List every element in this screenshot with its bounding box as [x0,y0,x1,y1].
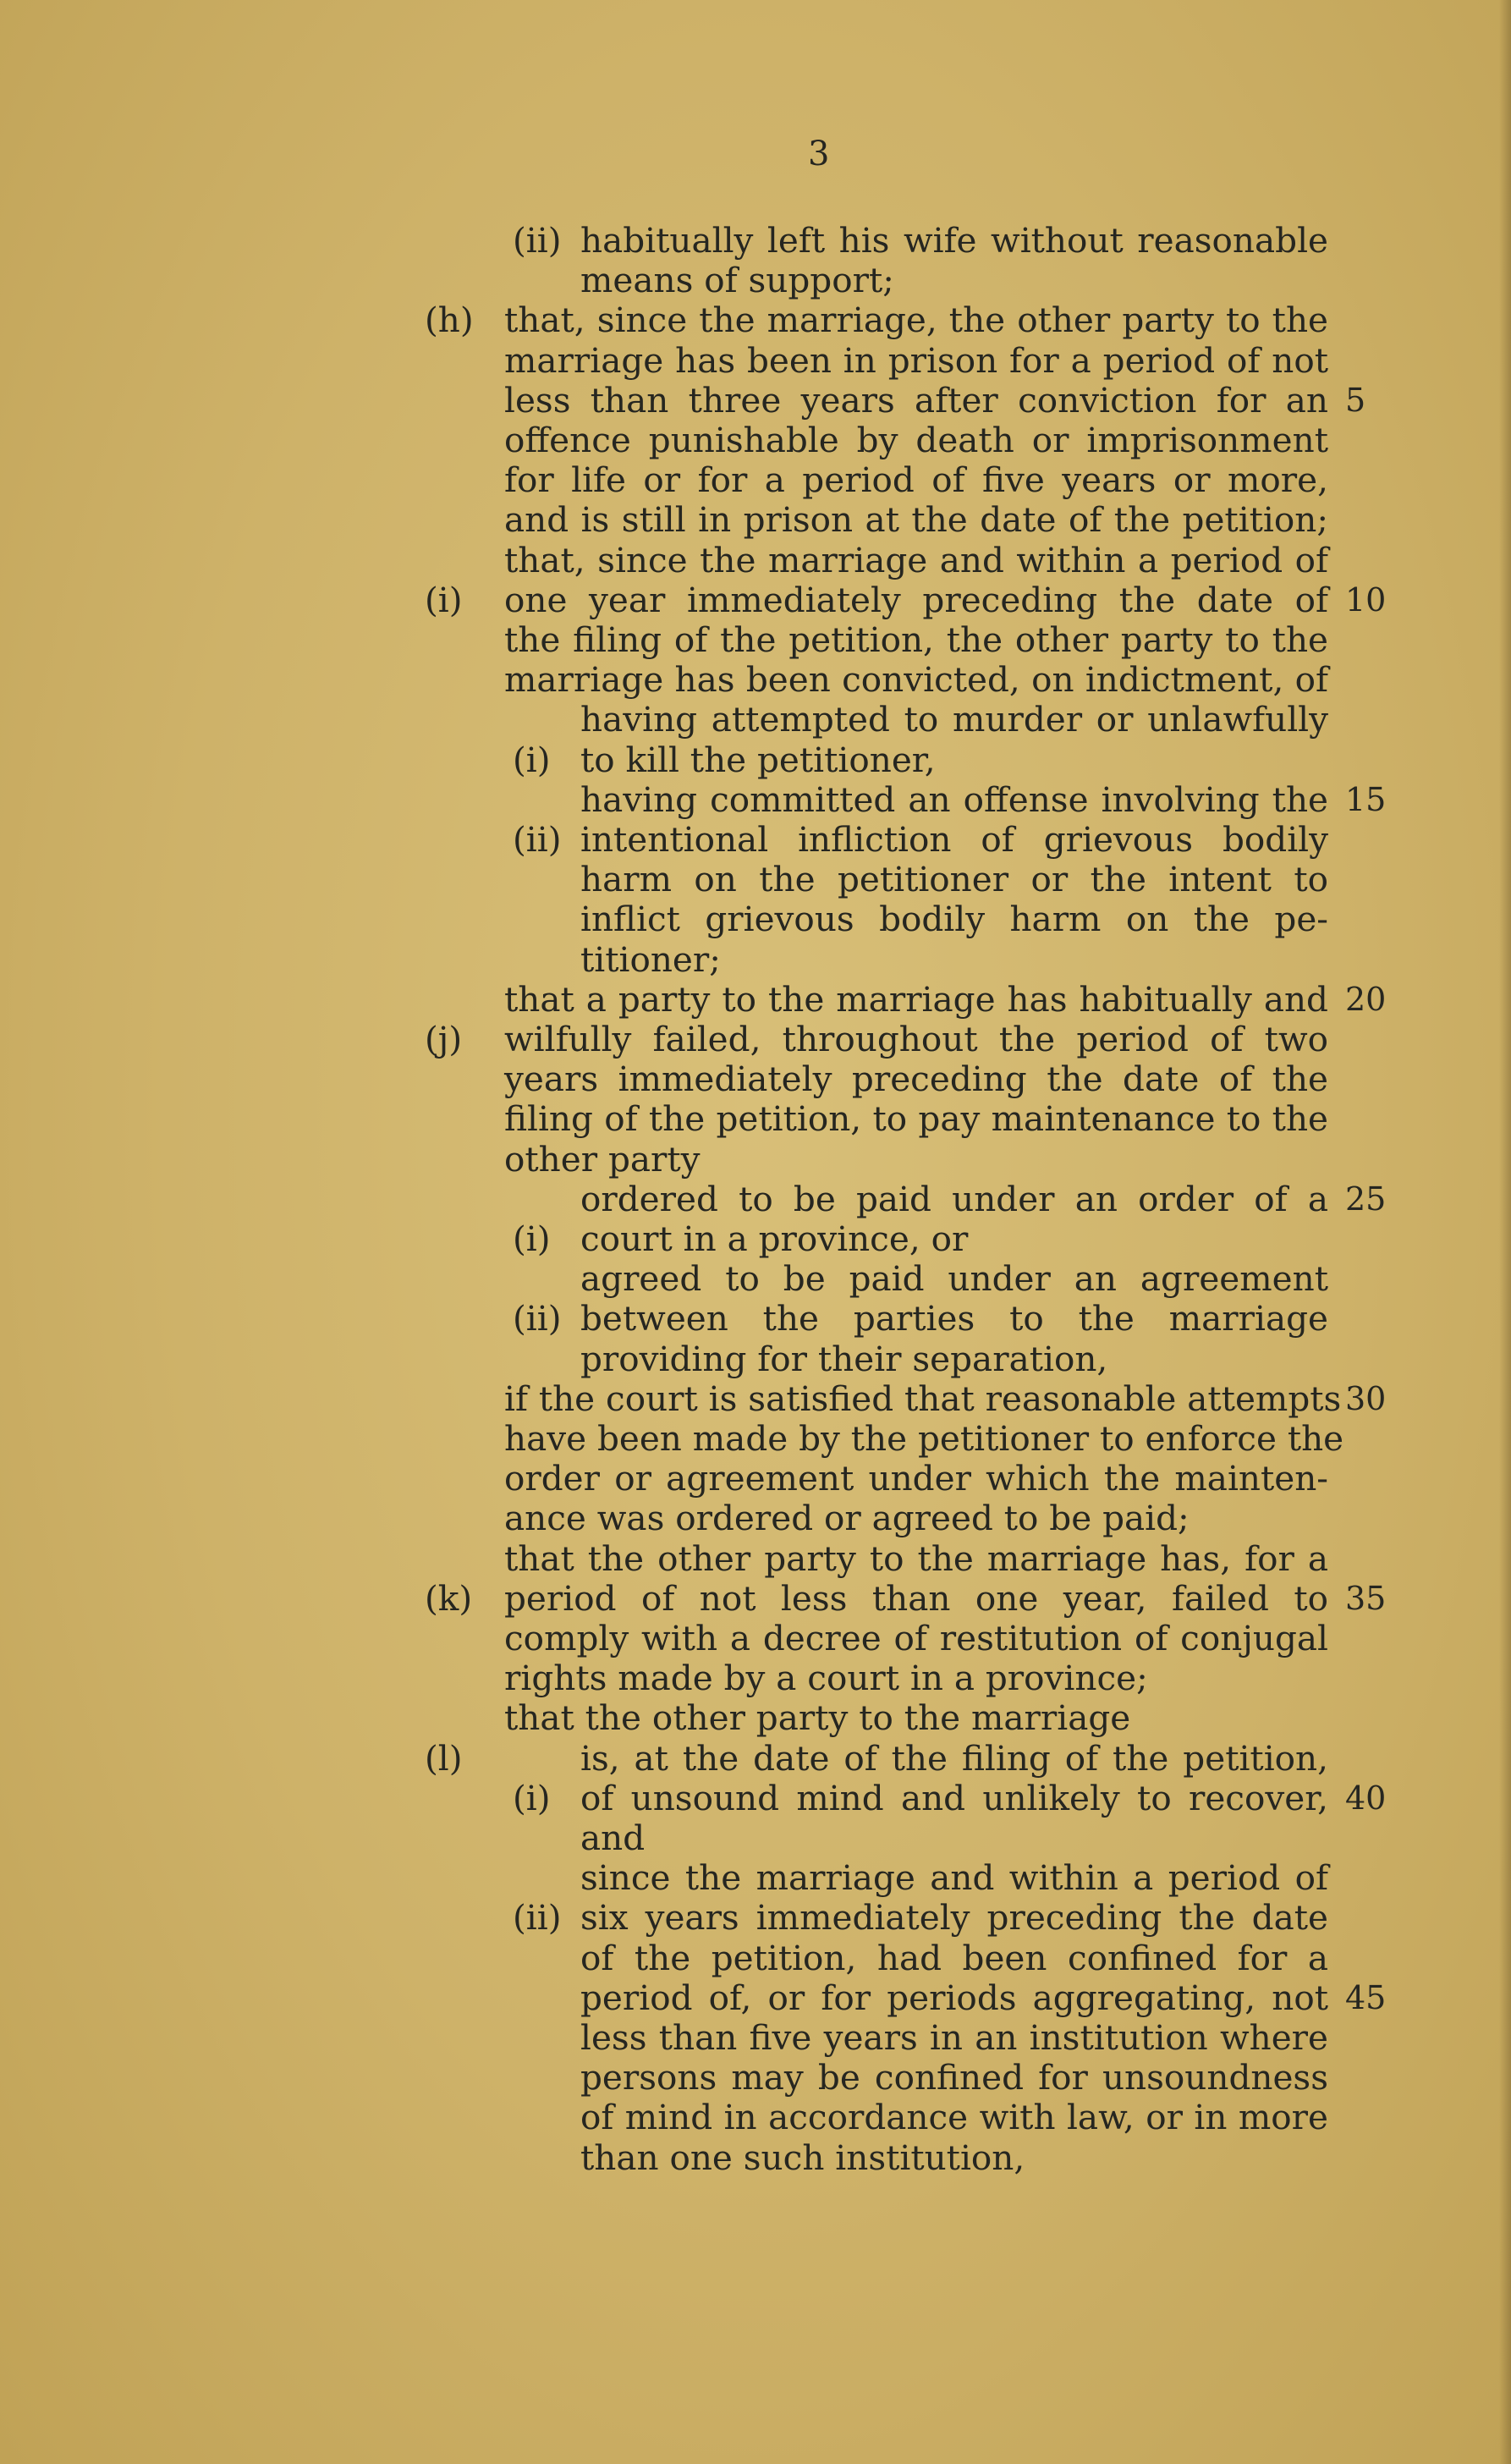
paragraph-label: (i) [513,739,551,780]
page-number: 3 [808,135,830,173]
text-line: intentional infliction of grievous bodily [580,819,1328,860]
paragraph-label: (ii) [513,1298,562,1339]
text-line: that, since the marriage, the other party to the [504,300,1328,341]
paragraph-label: (i) [513,1777,551,1818]
margin-line-number: 10 [1345,580,1387,619]
text-line: period of not less than one year, failed to [504,1577,1328,1619]
text-line: habitually left his wife without reasonable [580,220,1328,261]
paragraph-label: (l) [425,1737,463,1779]
text-line: persons may be confined for unsoundness [580,2057,1328,2098]
text-line: ordered to be paid under an order of a [580,1178,1328,1219]
paragraph-label: (j) [425,1019,463,1059]
margin-line-number: 35 [1345,1579,1387,1617]
text-line: ance was ordered or agreed to be paid; [504,1498,1190,1539]
margin-line-number: 20 [1345,980,1387,1018]
text-line: is, at the date of the filing of the petition, [580,1737,1328,1779]
text-line: and [580,1818,646,1858]
text-line: years immediately preceding the date of the [504,1059,1328,1100]
margin-line-number: 45 [1345,1978,1387,2016]
text-line: marriage has been convicted, on indictment, of [504,659,1328,701]
text-line: agreed to be paid under an agreement [580,1258,1328,1300]
text-line: one year immediately preceding the date of [504,579,1328,620]
text-line: and is still in prison at the date of the petition; [504,499,1328,541]
text-line: harm on the petitioner or the intent to [580,859,1328,900]
text-line: that a party to the marriage has habitually and [504,978,1328,1020]
text-line: providing for their separation, [580,1338,1108,1379]
paragraph-label: (k) [425,1577,473,1619]
text-line: that the other party to the marriage [504,1697,1131,1739]
text-line: offence punishable by death or imprisonment [504,420,1328,460]
text-line: that the other party to the marriage has, for a [504,1537,1328,1579]
text-line: than one such institution, [580,2137,1025,2178]
margin-line-number: 25 [1345,1180,1387,1218]
paragraph-label: (ii) [513,819,562,860]
text-line: wilfully failed, throughout the period of two [504,1019,1328,1059]
margin-line-number: 40 [1345,1779,1387,1817]
text-line: filing of the petition, to pay maintenance to the [504,1098,1328,1140]
text-line: since the marriage and within a period of [580,1857,1328,1899]
text-line: of the petition, had been confined for a [580,1937,1328,1978]
page-edge-shadow [1499,0,1511,2464]
text-line: inflict grievous bodily harm on the pe- [580,899,1328,940]
text-line: of unsound mind and unlikely to recover, [580,1777,1328,1818]
text-line: less than three years after conviction for an [504,379,1328,421]
text-line: to kill the petitioner, [580,739,936,780]
paragraph-label: (i) [513,1218,551,1259]
text-line: court in a province, or [580,1218,969,1259]
text-line: means of support; [580,260,894,301]
text-line: titioner; [580,938,721,980]
text-line: less than five years in an institution where [580,2017,1328,2058]
text-line: other party [504,1138,701,1180]
text-line: having committed an offense involving the [580,778,1328,820]
text-line: the filing of the petition, the other party to the [504,619,1328,660]
text-line: have been made by the petitioner to enforce the [504,1418,1344,1459]
margin-line-number: 30 [1345,1379,1387,1417]
text-line: having attempted to murder or unlawfully [580,699,1328,740]
margin-line-number: 5 [1345,381,1366,419]
text-line: rights made by a court in a province; [504,1658,1148,1699]
text-line: that, since the marriage and within a period of [504,539,1328,580]
text-line: between the parties to the marriage [580,1298,1328,1339]
paragraph-label: (i) [425,579,463,620]
text-line: period of, or for periods aggregating, not [580,1977,1328,2018]
text-line: of mind in accordance with law, or in more [580,2097,1328,2138]
text-line: six years immediately preceding the date [580,1897,1328,1939]
text-line: comply with a decree of restitution of conjugal [504,1618,1328,1658]
paragraph-label: (ii) [513,220,562,261]
text-line: if the court is satisfied that reasonable attempts [504,1378,1342,1419]
text-line: marriage has been in prison for a period of not [504,339,1328,381]
paragraph-label: (ii) [513,1897,562,1939]
text-line: order or agreement under which the mainten- [504,1458,1328,1499]
margin-line-number: 15 [1345,780,1387,818]
text-line: for life or for a period of five years or more, [504,459,1328,501]
paragraph-label: (h) [425,300,474,341]
